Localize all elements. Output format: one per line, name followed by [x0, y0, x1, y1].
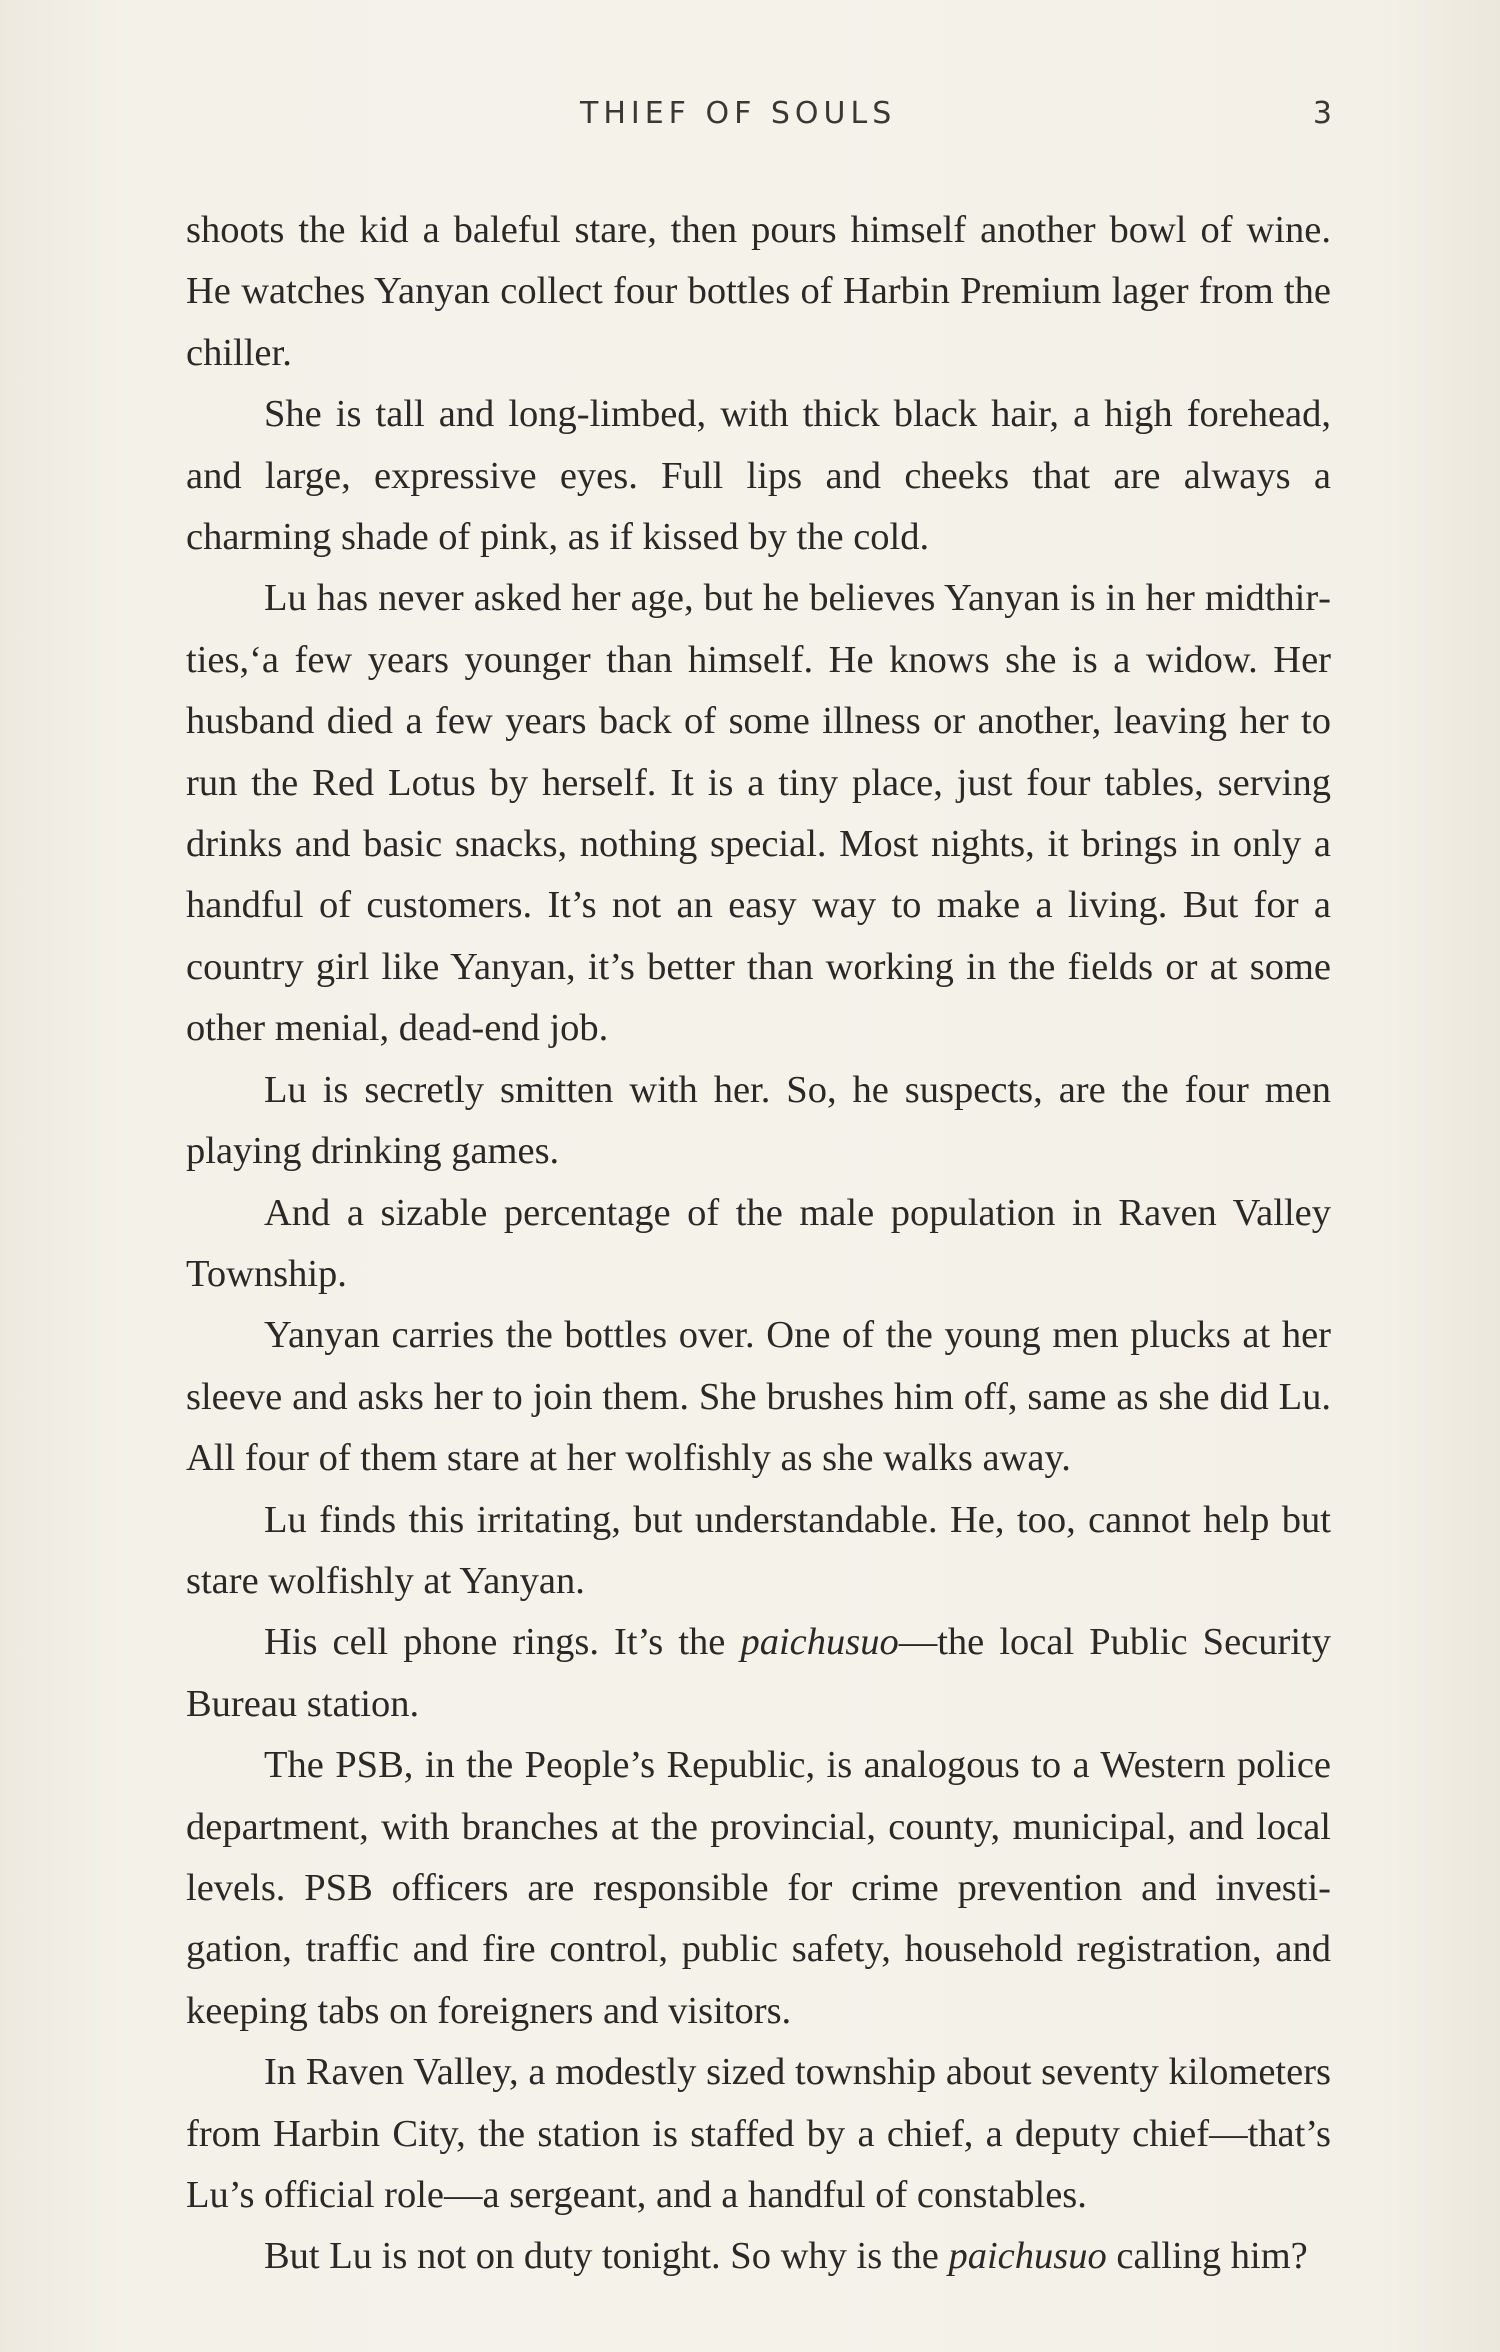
text-run: His cell phone rings. It’s the — [264, 1621, 741, 1664]
paragraph: Lu is secretly smitten with her. So, he suspects, are the four men playing drinking games. — [186, 1068, 1331, 1173]
text-run: —the local Public Security Bureau station. — [186, 1621, 1331, 1725]
paragraph: She is tall and long-limbed, with thick black hair, a high forehead, and large, expressive eyes. Full lips and cheeks that are always a charming shade of pink, as if kissed by the cold. — [186, 393, 1331, 559]
paragraph — [186, 2226, 1331, 2287]
paragraph: In Raven Valley, a modestly sized township about seventy kilometers from Harbin City, the station is staffed by a chief, a deputy chief—that’s Lu’s official role—a sergeant, and a handful of constables. — [186, 2051, 1331, 2216]
text-run: calling him? — [1106, 2235, 1308, 2278]
book-title: THIEF OF SOULS — [580, 96, 897, 131]
text-run: But Lu is not on duty tonight. So why is the — [264, 2235, 949, 2278]
paragraph — [186, 1612, 1331, 1735]
page-number: 3 — [1312, 96, 1332, 131]
paragraph: Lu finds this irritating, but understandable. He, too, cannot help but stare wolfishly at Yanyan. — [186, 1498, 1331, 1602]
paragraph: And a sizable percentage of the male population in Raven Valley Township. — [186, 1191, 1331, 1295]
running-head — [0, 96, 1500, 136]
paragraph: The PSB, in the People’s Republic, is analogous to a Western police department, with branches at the provincial, county, municipal, and local levels. PSB officers are responsible for crime prevention and investigation, traffic and fire control, public safety, household registration, and keeping tabs on foreigners and visitors. — [186, 1744, 1331, 2032]
paragraph: Yanyan carries the bottles over. One of the young men plucks at her sleeve and asks her to join them. She brushes him off, same as she did Lu. All four of them stare at her wolfishly as she walks away. — [186, 1314, 1331, 1480]
italic-term: paichusuo — [948, 2235, 1107, 2278]
body-text — [186, 200, 1331, 2288]
paragraph: Lu has never asked her age, but he believes Yanyan is in her midthirties,‘a few years younger than himself. He knows she is a widow. Her husband died a few years back of some illness or another, leaving her to run the Red Lotus by herself. It is a tiny place, just four tables, serving drinks and basic snacks, nothing special. Most nights, it brings in only a handful of customers. It’s not an easy way to make a living. But for a country girl like Yanyan, it’s better than working in the fields or at some other menial, dead-end job. — [186, 577, 1331, 1050]
paragraph: shoots the kid a baleful stare, then pours himself another bowl of wine. He watches Yanyan collect four bottles of Harbin Premium lager from the chiller. — [186, 209, 1331, 374]
italic-term: paichusuo — [740, 1621, 899, 1664]
